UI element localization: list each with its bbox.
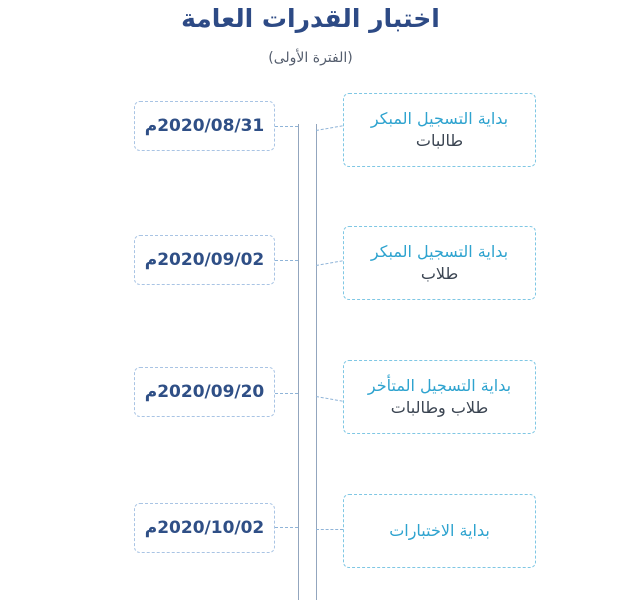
event-title: بداية التسجيل المبكر (370, 242, 509, 262)
timeline-date: 2020/10/02م (134, 503, 275, 553)
timeline-event (343, 93, 536, 167)
event-subtitle: طالبات (415, 131, 464, 150)
event-subtitle: طلاب (420, 264, 459, 283)
timeline-event (343, 360, 536, 434)
event-title: بداية التسجيل المتأخر (367, 376, 512, 396)
event-title: بداية الاختبارات (389, 521, 490, 541)
timeline-line-left (298, 124, 299, 600)
date-connector (275, 527, 298, 528)
timeline-event (343, 226, 536, 300)
timeline-date: 2020/09/02م (134, 235, 275, 285)
event-connector (316, 125, 343, 131)
timeline-date: 2020/09/20م (134, 367, 275, 417)
event-connector (316, 396, 343, 402)
timeline-date: 2020/08/31م (134, 101, 275, 151)
event-subtitle: طلاب وطالبات (390, 398, 489, 417)
date-connector (275, 393, 298, 394)
event-connector (316, 529, 343, 530)
date-connector (275, 126, 298, 127)
event-connector (316, 260, 343, 266)
page-subtitle: (الفترة الأولى) (268, 50, 353, 66)
timeline-event (343, 494, 536, 568)
date-connector (275, 260, 298, 261)
event-title: بداية التسجيل المبكر (370, 109, 509, 129)
page-title: اختبار القدرات العامة (181, 4, 440, 33)
